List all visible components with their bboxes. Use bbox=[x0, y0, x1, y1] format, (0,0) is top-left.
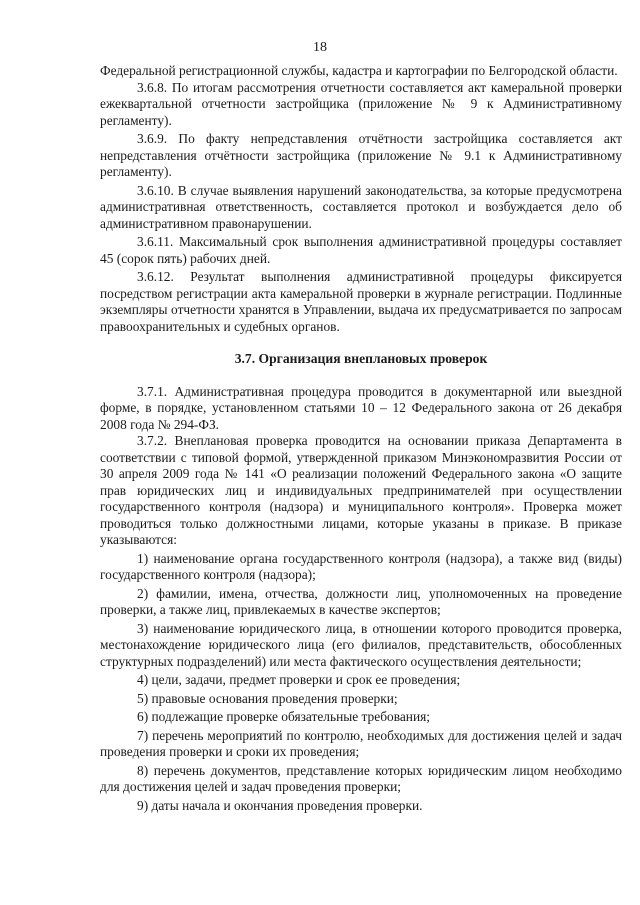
list-item: 4) цели, задачи, предмет проверки и срок ее проведения; bbox=[137, 672, 461, 687]
paragraph: Федеральной регистрационной службы, кадастра и картографии по Белгородской области. bbox=[100, 63, 618, 78]
list-item: 5) правовые основания проведения проверки; bbox=[137, 690, 398, 706]
list-item: 2) фамилии, имена, отчества, должности лиц, уполномоченных на проведение проверки, а также лиц, привлекаемых в качестве экспертов; bbox=[100, 585, 622, 617]
document-body bbox=[100, 63, 622, 814]
paragraph: 3.7.1. Административная процедура проводится в документарной или выездной форме, в порядке, установленном статьями 10 – 12 Федерального закона от 26 декабря 2008 года № 294-ФЗ. bbox=[100, 383, 622, 432]
list-item: 8) перечень документов, представление которых юридическим лицом необходимо для достижения целей и задач проведения проверки; bbox=[100, 762, 622, 794]
paragraph: 3.6.12. Результат выполнения административной процедуры фиксируется посредством регистрации акта камеральной проверки в журнале регистрации. Подлинные экземпляры отчетности хранятся в Управлении, выдача их предусматривается по запросам правоохранительных и судебных органов. bbox=[100, 269, 622, 334]
list-item: 6) подлежащие проверке обязательные требования; bbox=[137, 709, 431, 724]
page-number: 18 bbox=[313, 40, 327, 55]
section-heading: 3.7. Организация внеплановых проверок bbox=[234, 351, 488, 366]
list-item: 3) наименование юридического лица, в отношении которого проводится проверка, местонахождение юридического лица (его филиалов, представительств, обособленных структурных подразделений) или места фактического осуществления деятельности; bbox=[100, 620, 622, 669]
list-item: 1) наименование органа государственного контроля (надзора), а также вид (виды) государственного контроля (надзора); bbox=[100, 550, 622, 582]
paragraph: 3.6.8. По итогам рассмотрения отчетности составляется акт камеральной проверки ежеквартальной отчетности застройщика (приложение № 9 к Административному регламенту). bbox=[100, 79, 622, 128]
paragraph: 3.7.2. Внеплановая проверка проводится на основании приказа Департамента в соответствии с типовой формой, утвержденной приказом Минэкономразвития России от 30 апреля 2009 года № 141 «О реализации положений Федерального закона «О защите прав юридических лиц и индивидуальных предпринимателей при осуществлении государственного контроля (надзора) и муниципального контроля». Проверка может проводиться только должностными лицами, которые указаны в приказе. В приказе указываются: bbox=[100, 433, 622, 547]
list-item: 7) перечень мероприятий по контролю, необходимых для достижения целей и задач проведения проверки и сроки их проведения; bbox=[100, 727, 622, 759]
paragraph: 3.6.9. По факту непредставления отчётности застройщика составляется акт непредставления отчётности застройщика (приложение № 9.1 к Административному регламенту). bbox=[100, 131, 622, 179]
paragraph: 3.6.11. Максимальный срок выполнения административной процедуры составляет 45 (сорок пять) рабочих дней. bbox=[100, 234, 622, 266]
paragraph: 3.6.10. В случае выявления нарушений законодательства, за которые предусмотрена административная ответственность, составляется протокол и возбуждается дело об административном правонарушении. bbox=[100, 182, 622, 231]
list-item: 9) даты начала и окончания проведения проверки. bbox=[137, 797, 423, 813]
